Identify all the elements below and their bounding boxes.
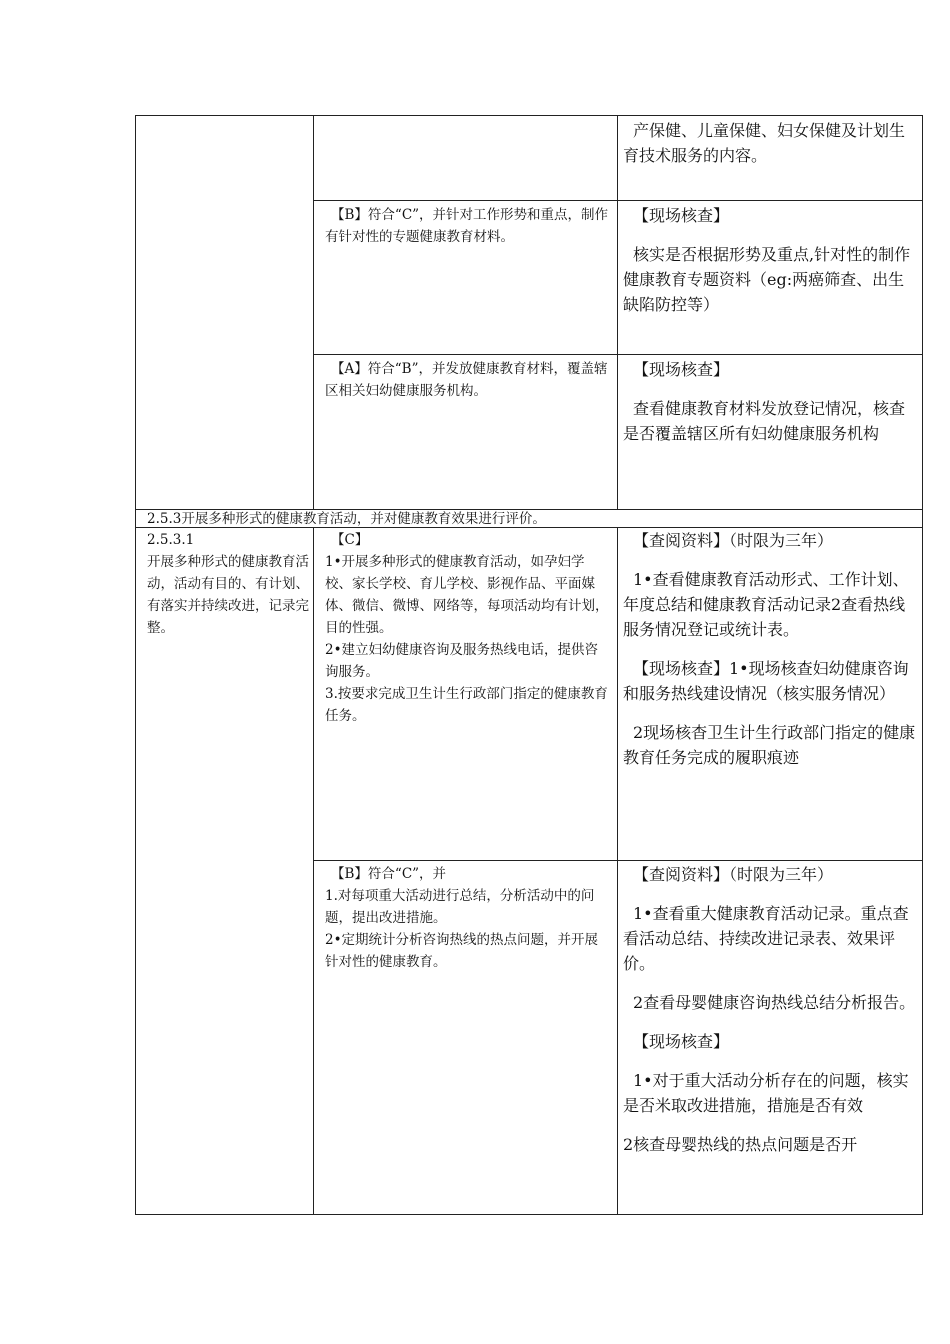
r5-right-p5: 1•对于重大活动分析存在的问题，核实是否米取改进措施，措施是否有效 (623, 1071, 909, 1115)
r2-mid-text: 【B】符合“C”，并针对工作形势和重点，制作有针对性的专题健康教育材料。 (325, 207, 609, 245)
r4-left-text: 开展多种形式的健康教育活动，活动有目的、有计划、有落实并持续改进，记录完整。 (147, 554, 309, 636)
r5-right-p1: 【查阅资料】（时限为三年） (633, 865, 834, 884)
r5-right-p6: 2核查母婴热线的热点问题是否开 (623, 1135, 858, 1154)
border-top (135, 115, 923, 116)
r3-right-cell (623, 357, 917, 446)
col-divider-2a (617, 115, 618, 509)
r4-left-cell (147, 529, 309, 639)
col-divider-2b (617, 527, 618, 1215)
section-heading-text: 2.5.3开展多种形式的健康教育活动，并对健康教育效果进行评价。 (147, 511, 546, 527)
r5-right-p3: 2查看母婴健康咨询热线总结分析报告。 (633, 993, 916, 1012)
r4-right-p2: 1•查看健康教育活动形式、工作计划、年度总结和健康教育活动记录2查看热线服务情况登记或统计表。 (623, 570, 909, 639)
r4-mid-cell (325, 529, 611, 727)
r4-left-code: 2.5.3.1 (147, 532, 195, 548)
r2-right-head: 【现场核查】 (633, 206, 730, 225)
divider-r4 (313, 860, 923, 861)
r4-right-cell (623, 528, 917, 770)
border-left (135, 115, 136, 1215)
r4-mid-item-3: 3.按要求完成卫生计生行政部门指定的健康教育任务。 (325, 686, 608, 724)
col-divider-1b (313, 527, 314, 1215)
divider-r2 (313, 354, 923, 355)
r4-right-p1: 【查阅资料】（时限为三年） (633, 531, 834, 550)
r1-right-text: 产保健、儿童保健、妇女保健及计划生育技术服务的内容。 (623, 121, 906, 165)
standards-table (135, 115, 923, 1215)
r2-mid-cell (325, 204, 611, 248)
section-heading (147, 510, 917, 528)
divider-r1 (313, 200, 923, 201)
r4-mid-item-2: 2•建立妇幼健康咨询及服务热线电话，提供咨询服务。 (325, 642, 599, 680)
r2-right-text: 核实是否根据形势及重点,针对性的制作健康教育专题资料（eg:两癌筛查、出生缺陷防控等） (623, 245, 911, 314)
r5-mid-cell (325, 863, 611, 973)
r5-mid-item-1: 1.对每项重大活动进行总结，分析活动中的问题，提出改进措施。 (325, 888, 595, 926)
r5-right-cell (623, 862, 917, 1157)
r5-right-p4: 【现场核查】 (633, 1032, 730, 1051)
col-divider-1a (313, 115, 314, 509)
r4-right-p4: 2现场核杳卫生计生行政部门指定的健康教育任务完成的履职痕迹 (623, 723, 916, 767)
r4-mid-item-1: 1•开展多种形式的健康教育活动，如孕妇学校、家长学校、育儿学校、影视作品、平面媒体、微信、微博、网络等，每项活动均有计划，目的性强。 (325, 554, 609, 636)
r5-right-p2: 1•查看重大健康教育活动记录。重点查看活动总结、持续改进记录表、效果评价。 (623, 904, 909, 973)
r3-mid-cell (325, 358, 611, 402)
r4-mid-head: 【C】 (331, 532, 369, 548)
r3-right-head: 【现场核查】 (633, 360, 730, 379)
border-right (922, 115, 923, 1215)
r5-mid-head: 【B】符合“C”，并 (331, 866, 447, 882)
r3-right-text: 查看健康教育材料发放登记情况，核查是否覆盖辖区所有妇幼健康服务机构 (623, 399, 906, 443)
r4-right-p3: 【现场核查】1•现场核查妇幼健康咨询和服务热线建设情况（核实服务情况） (623, 659, 909, 703)
r5-mid-item-2: 2•定期统计分析咨询热线的热点问题，并开展针对性的健康教育。 (325, 932, 599, 970)
r3-mid-text: 【A】符合“B”，并发放健康教育材料，覆盖辖区相关妇幼健康服务机构。 (325, 361, 608, 399)
r1-right-cell (623, 118, 917, 168)
r2-right-cell (623, 203, 917, 317)
border-bottom (135, 1214, 923, 1215)
